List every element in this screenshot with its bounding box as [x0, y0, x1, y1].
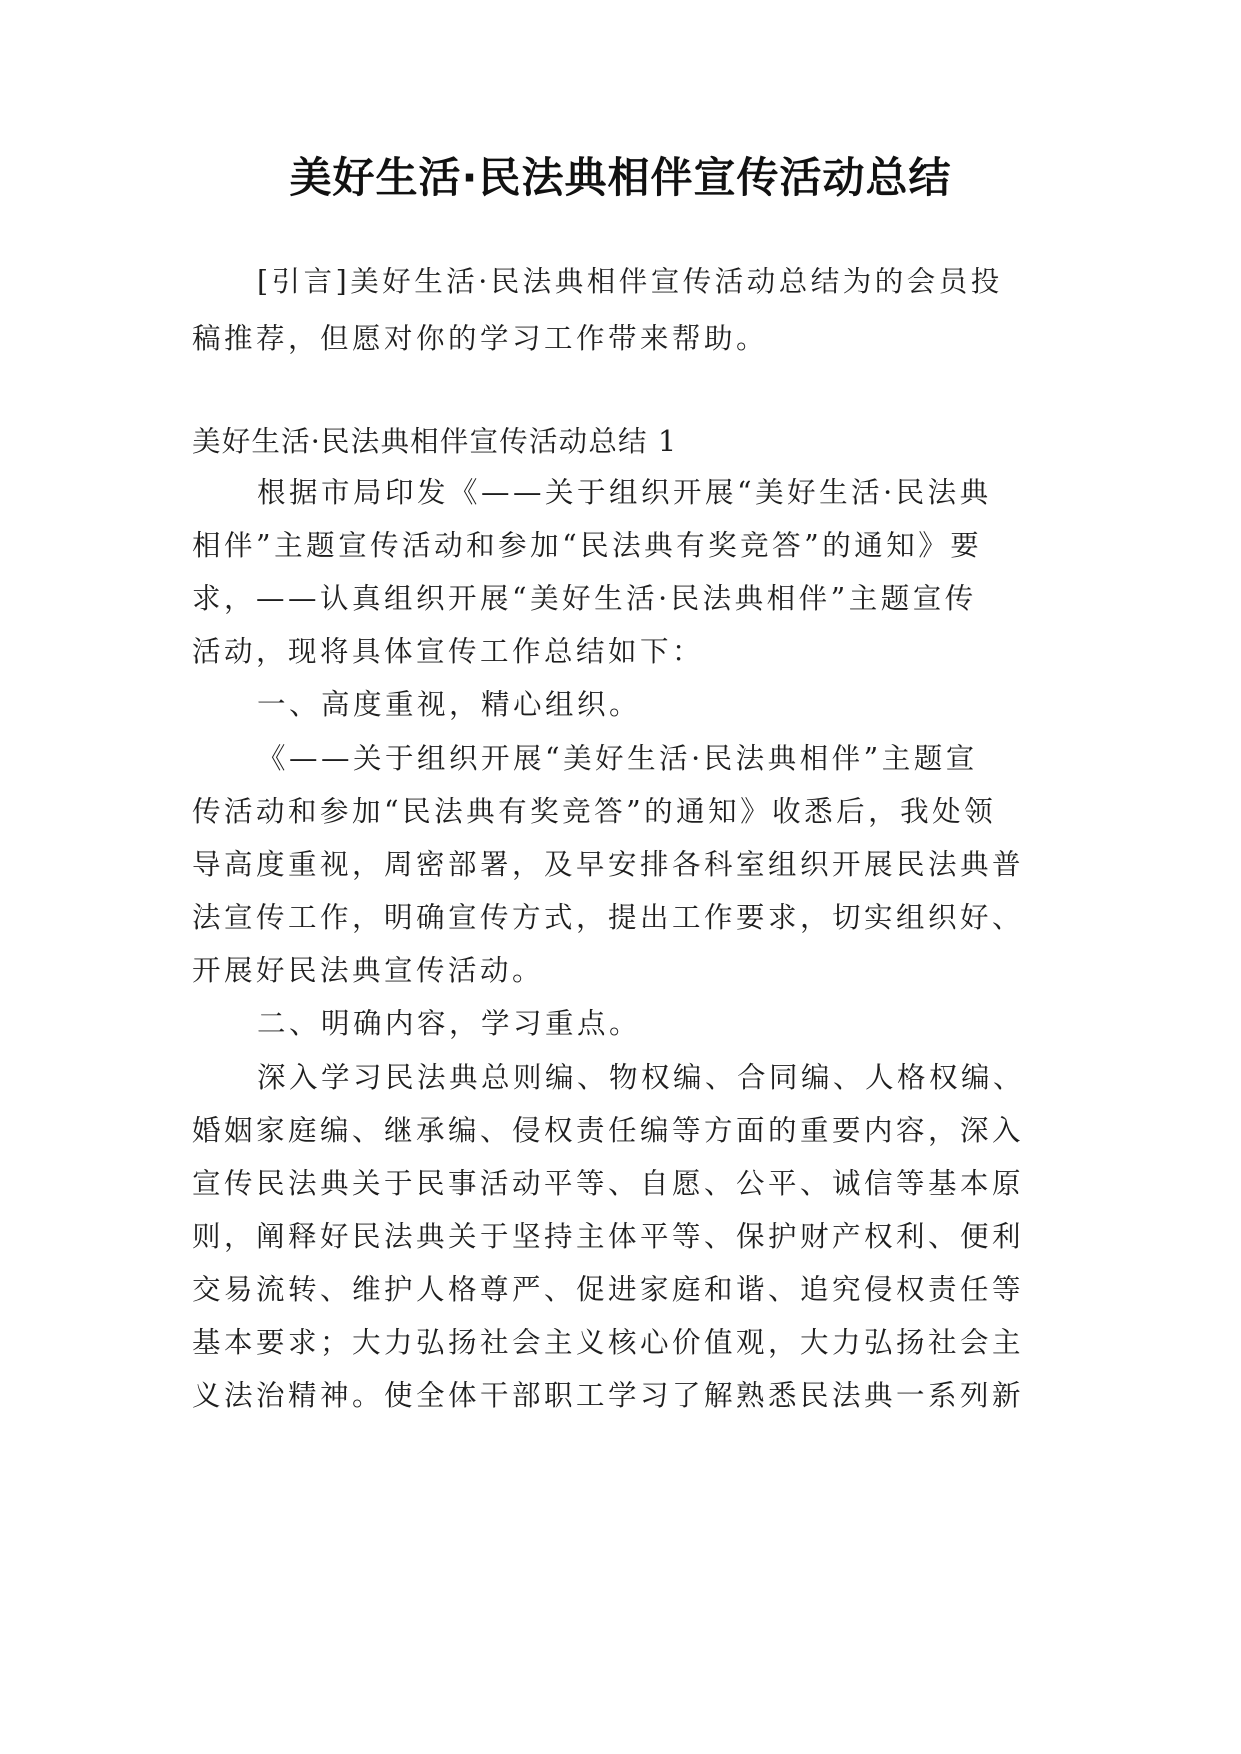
paragraph-line: 交易流转、维护人格尊严、促进家庭和谐、追究侵权责任等	[192, 1273, 1025, 1306]
section-heading: 美好生活·民法典相伴宣传活动总结 1	[192, 425, 678, 458]
paragraph-line: 义法治精神。使全体干部职工学习了解熟悉民法典一系列新	[192, 1379, 1025, 1412]
paragraph-line: 开展好民法典宣传活动。	[192, 954, 545, 987]
paragraph-line: 则，阐释好民法典关于坚持主体平等、保护财产权利、便利	[192, 1220, 1025, 1253]
paragraph-line: 法宣传工作，明确宣传方式，提出工作要求，切实组织好、	[192, 901, 1025, 934]
paragraph-line: 《——关于组织开展“美好生活·民法典相伴”主题宣	[257, 742, 978, 775]
paragraph-line: 活动，现将具体宣传工作总结如下：	[192, 635, 705, 668]
point-heading: 一、高度重视，精心组织。	[257, 688, 642, 721]
intro-line: [引言]美好生活·民法典相伴宣传活动总结为的会员投	[257, 265, 1003, 298]
paragraph-line: 相伴”主题宣传活动和参加“民法典有奖竞答”的通知》要	[192, 529, 983, 562]
paragraph-line: 导高度重视，周密部署，及早安排各科室组织开展民法典普	[192, 848, 1025, 881]
paragraph-line: 求，——认真组织开展“美好生活·民法典相伴”主题宣传	[192, 582, 977, 615]
paragraph-line: 传活动和参加“民法典有奖竞答”的通知》收悉后，我处领	[192, 795, 997, 828]
paragraph-line: 深入学习民法典总则编、物权编、合同编、人格权编、	[257, 1061, 1026, 1094]
paragraph-line: 宣传民法典关于民事活动平等、自愿、公平、诚信等基本原	[192, 1167, 1025, 1200]
paragraph-line: 根据市局印发《——关于组织开展“美好生活·民法典	[257, 476, 992, 509]
intro-line: 稿推荐，但愿对你的学习工作带来帮助。	[192, 322, 769, 355]
paragraph-line: 婚姻家庭编、继承编、侵权责任编等方面的重要内容，深入	[192, 1114, 1025, 1147]
document-title: 美好生活·民法典相伴宣传活动总结	[289, 153, 952, 202]
paragraph-line: 基本要求；大力弘扬社会主义核心价值观，大力弘扬社会主	[192, 1326, 1025, 1359]
point-heading: 二、明确内容，学习重点。	[257, 1007, 642, 1040]
